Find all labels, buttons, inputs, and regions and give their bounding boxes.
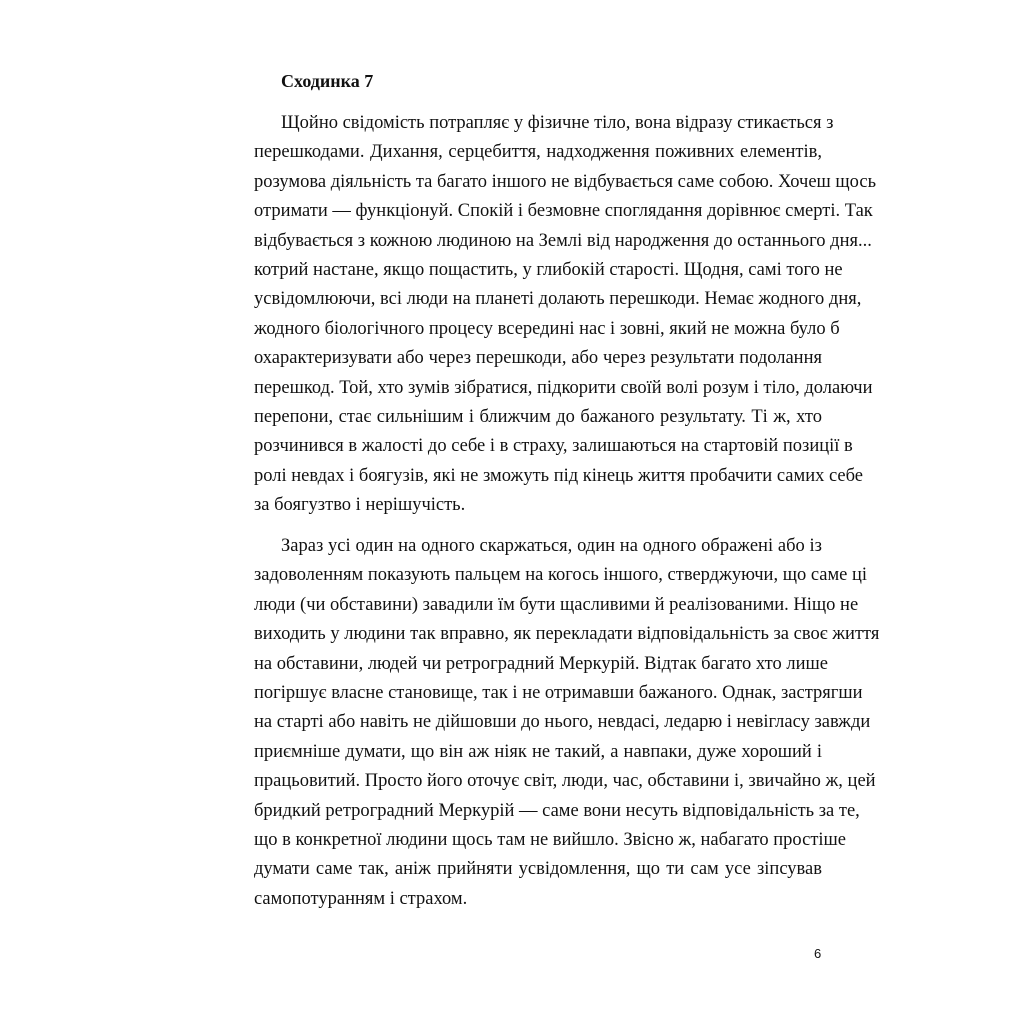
paragraph-line: думати саме так, аніж прийняти усвідомлення, що ти сам усе зіпсував — [254, 859, 822, 880]
paragraph-line: відбувається з кожною людиною на Землі від народження до останнього дня... — [254, 230, 872, 251]
paragraph-line: перешкод. Той, хто зумів зібратися, підкорити своїй волі розум і тіло, долаючи — [254, 377, 873, 398]
paragraph-line: котрий настане, якщо пощастить, у глибокій старості. Щодня, самі того не — [254, 260, 843, 280]
paragraph-line: бридкий ретроградний Меркурій — саме вони несуть відповідальність за те, — [254, 800, 860, 821]
paragraph-line: за боягузтво і нерішучість. — [254, 495, 466, 516]
paragraph-line: що в конкретної людини щось там не вийшло. Звісно ж, набагато простіше — [254, 830, 846, 850]
paragraph-line: самопотуранням і страхом. — [254, 888, 468, 909]
paragraph-line: розчинився в жалості до себе і в страху, залишаються на стартовій позиції в — [254, 436, 853, 457]
paragraph-line: усвідомлюючи, всі люди на планеті долають перешкоди. Немає жодного дня, — [254, 289, 862, 310]
paragraph-line: охарактеризувати або через перешкоди, або через результати подолання — [254, 348, 822, 369]
paragraph-line: виходить у людини так вправно, як перекладати відповідальність за своє життя — [254, 624, 880, 645]
paragraph-line: отримати — функціонуй. Спокій і безмовне споглядання дорівнює смерті. Так — [254, 201, 873, 222]
section-heading: Сходинка 7 — [281, 71, 374, 91]
paragraph-line: на старті або навіть не дійшовши до нього, невдасі, ледарю і невігласу завжди — [254, 712, 871, 733]
paragraph-line: люди (чи обставини) завадили їм бути щасливими й реалізованими. Ніщо не — [254, 594, 859, 615]
paragraph-line: Зараз усі один на одного скаржаться, один на одного ображені або із — [281, 536, 822, 556]
paragraph-line: на обставини, людей чи ретроградний Меркурій. Відтак багато хто лише — [254, 653, 828, 674]
paragraph-line: ролі невдах і боягузів, які не зможуть під кінець життя пробачити самих себе — [254, 465, 863, 486]
page-number: 6 — [814, 946, 822, 961]
paragraph-line: працьовитий. Просто його оточує світ, люди, час, обставини і, звичайно ж, цей — [254, 771, 876, 792]
paragraph-line: перешкодами. Дихання, серцебиття, надходження поживних елементів, — [254, 142, 822, 163]
paragraph-line: погіршує власне становище, так і не отримавши бажаного. Однак, застрягши — [254, 683, 863, 703]
paragraph-line: розумова діяльність та багато іншого не відбувається саме собою. Хочеш щось — [254, 171, 877, 192]
paragraph-line: приємніше думати, що він аж ніяк не такий, а навпаки, дуже хороший і — [254, 741, 822, 762]
paragraph-line: задоволенням показують пальцем на когось іншого, стверджуючи, що саме ці — [254, 565, 868, 586]
paragraph-line: Щойно свідомість потрапляє у фізичне тіло, вона відразу стикається з — [281, 113, 834, 133]
paragraph-line: перепони, стає сильнішим і ближчим до бажаного результату. Ті ж, хто — [254, 407, 822, 427]
paragraph-line: жодного біологічного процесу всередині нас і зовні, який не можна було б — [254, 318, 840, 339]
